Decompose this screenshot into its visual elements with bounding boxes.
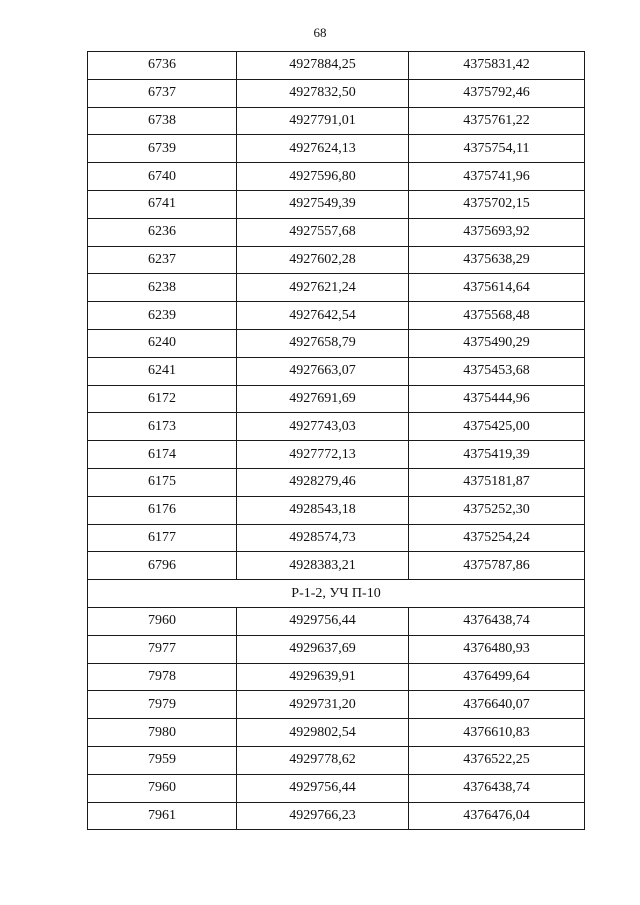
point-number-cell: 6740	[88, 163, 237, 191]
y-coordinate-cell: 4375425,00	[409, 413, 585, 441]
table-row	[88, 357, 585, 385]
table-row	[88, 52, 585, 80]
y-coordinate-cell: 4375741,96	[409, 163, 585, 191]
table-row	[88, 385, 585, 413]
table-row	[88, 774, 585, 802]
table-row	[88, 524, 585, 552]
y-coordinate-cell: 4375792,46	[409, 79, 585, 107]
y-coordinate-cell: 4376438,74	[409, 607, 585, 635]
x-coordinate-cell: 4929766,23	[237, 802, 409, 830]
x-coordinate-cell: 4927743,03	[237, 413, 409, 441]
table-row	[88, 163, 585, 191]
x-coordinate-cell: 4928279,46	[237, 468, 409, 496]
table-row	[88, 302, 585, 330]
table-row	[88, 468, 585, 496]
x-coordinate-cell: 4927557,68	[237, 218, 409, 246]
point-number-cell: 6174	[88, 441, 237, 469]
point-number-cell: 6177	[88, 524, 237, 552]
y-coordinate-cell: 4376610,83	[409, 719, 585, 747]
table-row	[88, 441, 585, 469]
point-number-cell: 6741	[88, 190, 237, 218]
y-coordinate-cell: 4375490,29	[409, 329, 585, 357]
y-coordinate-cell: 4375787,86	[409, 552, 585, 580]
table-row	[88, 107, 585, 135]
y-coordinate-cell: 4375419,39	[409, 441, 585, 469]
x-coordinate-cell: 4928543,18	[237, 496, 409, 524]
point-number-cell: 7959	[88, 746, 237, 774]
table-row	[88, 746, 585, 774]
point-number-cell: 6738	[88, 107, 237, 135]
x-coordinate-cell: 4927772,13	[237, 441, 409, 469]
section-title: Р-1-2, УЧ П-10	[88, 580, 585, 608]
table-row	[88, 802, 585, 830]
y-coordinate-cell: 4376480,93	[409, 635, 585, 663]
x-coordinate-cell: 4929756,44	[237, 774, 409, 802]
table-row	[88, 663, 585, 691]
point-number-cell: 6241	[88, 357, 237, 385]
point-number-cell: 6236	[88, 218, 237, 246]
y-coordinate-cell: 4375702,15	[409, 190, 585, 218]
table-row	[88, 635, 585, 663]
x-coordinate-cell: 4927596,80	[237, 163, 409, 191]
x-coordinate-cell: 4927663,07	[237, 357, 409, 385]
x-coordinate-cell: 4927624,13	[237, 135, 409, 163]
x-coordinate-cell: 4927621,24	[237, 274, 409, 302]
point-number-cell: 6796	[88, 552, 237, 580]
x-coordinate-cell: 4928574,73	[237, 524, 409, 552]
table-row	[88, 607, 585, 635]
y-coordinate-cell: 4375254,24	[409, 524, 585, 552]
point-number-cell: 7960	[88, 607, 237, 635]
point-number-cell: 7961	[88, 802, 237, 830]
y-coordinate-cell: 4375568,48	[409, 302, 585, 330]
table-row	[88, 274, 585, 302]
table-row	[88, 79, 585, 107]
x-coordinate-cell: 4927884,25	[237, 52, 409, 80]
x-coordinate-cell: 4928383,21	[237, 552, 409, 580]
x-coordinate-cell: 4927691,69	[237, 385, 409, 413]
table-row	[88, 719, 585, 747]
x-coordinate-cell: 4929778,62	[237, 746, 409, 774]
table-row	[88, 496, 585, 524]
y-coordinate-cell: 4376499,64	[409, 663, 585, 691]
x-coordinate-cell: 4929637,69	[237, 635, 409, 663]
y-coordinate-cell: 4375252,30	[409, 496, 585, 524]
point-number-cell: 7980	[88, 719, 237, 747]
y-coordinate-cell: 4376522,25	[409, 746, 585, 774]
point-number-cell: 7979	[88, 691, 237, 719]
table-row	[88, 329, 585, 357]
point-number-cell: 6238	[88, 274, 237, 302]
x-coordinate-cell: 4927602,28	[237, 246, 409, 274]
table-row	[88, 691, 585, 719]
table-row	[88, 135, 585, 163]
point-number-cell: 6176	[88, 496, 237, 524]
point-number-cell: 7960	[88, 774, 237, 802]
x-coordinate-cell: 4929731,20	[237, 691, 409, 719]
point-number-cell: 6237	[88, 246, 237, 274]
point-number-cell: 6175	[88, 468, 237, 496]
x-coordinate-cell: 4927549,39	[237, 190, 409, 218]
x-coordinate-cell: 4929756,44	[237, 607, 409, 635]
y-coordinate-cell: 4376438,74	[409, 774, 585, 802]
point-number-cell: 6172	[88, 385, 237, 413]
table-row	[88, 190, 585, 218]
point-number-cell: 6739	[88, 135, 237, 163]
y-coordinate-cell: 4375614,64	[409, 274, 585, 302]
point-number-cell: 6736	[88, 52, 237, 80]
y-coordinate-cell: 4375181,87	[409, 468, 585, 496]
point-number-cell: 6240	[88, 329, 237, 357]
y-coordinate-cell: 4375444,96	[409, 385, 585, 413]
x-coordinate-cell: 4927658,79	[237, 329, 409, 357]
table-row	[88, 246, 585, 274]
y-coordinate-cell: 4376640,07	[409, 691, 585, 719]
y-coordinate-cell: 4375761,22	[409, 107, 585, 135]
table-row	[88, 218, 585, 246]
y-coordinate-cell: 4375754,11	[409, 135, 585, 163]
table-row	[88, 413, 585, 441]
x-coordinate-cell: 4927642,54	[237, 302, 409, 330]
y-coordinate-cell: 4375453,68	[409, 357, 585, 385]
section-row	[88, 580, 585, 608]
point-number-cell: 6239	[88, 302, 237, 330]
y-coordinate-cell: 4376476,04	[409, 802, 585, 830]
x-coordinate-cell: 4929802,54	[237, 719, 409, 747]
coordinates-table	[87, 51, 585, 830]
x-coordinate-cell: 4927791,01	[237, 107, 409, 135]
x-coordinate-cell: 4929639,91	[237, 663, 409, 691]
coordinates-table-body	[88, 52, 585, 830]
point-number-cell: 6173	[88, 413, 237, 441]
y-coordinate-cell: 4375693,92	[409, 218, 585, 246]
x-coordinate-cell: 4927832,50	[237, 79, 409, 107]
page-number: 68	[313, 25, 327, 40]
point-number-cell: 7978	[88, 663, 237, 691]
y-coordinate-cell: 4375831,42	[409, 52, 585, 80]
point-number-cell: 7977	[88, 635, 237, 663]
table-row	[88, 552, 585, 580]
y-coordinate-cell: 4375638,29	[409, 246, 585, 274]
point-number-cell: 6737	[88, 79, 237, 107]
